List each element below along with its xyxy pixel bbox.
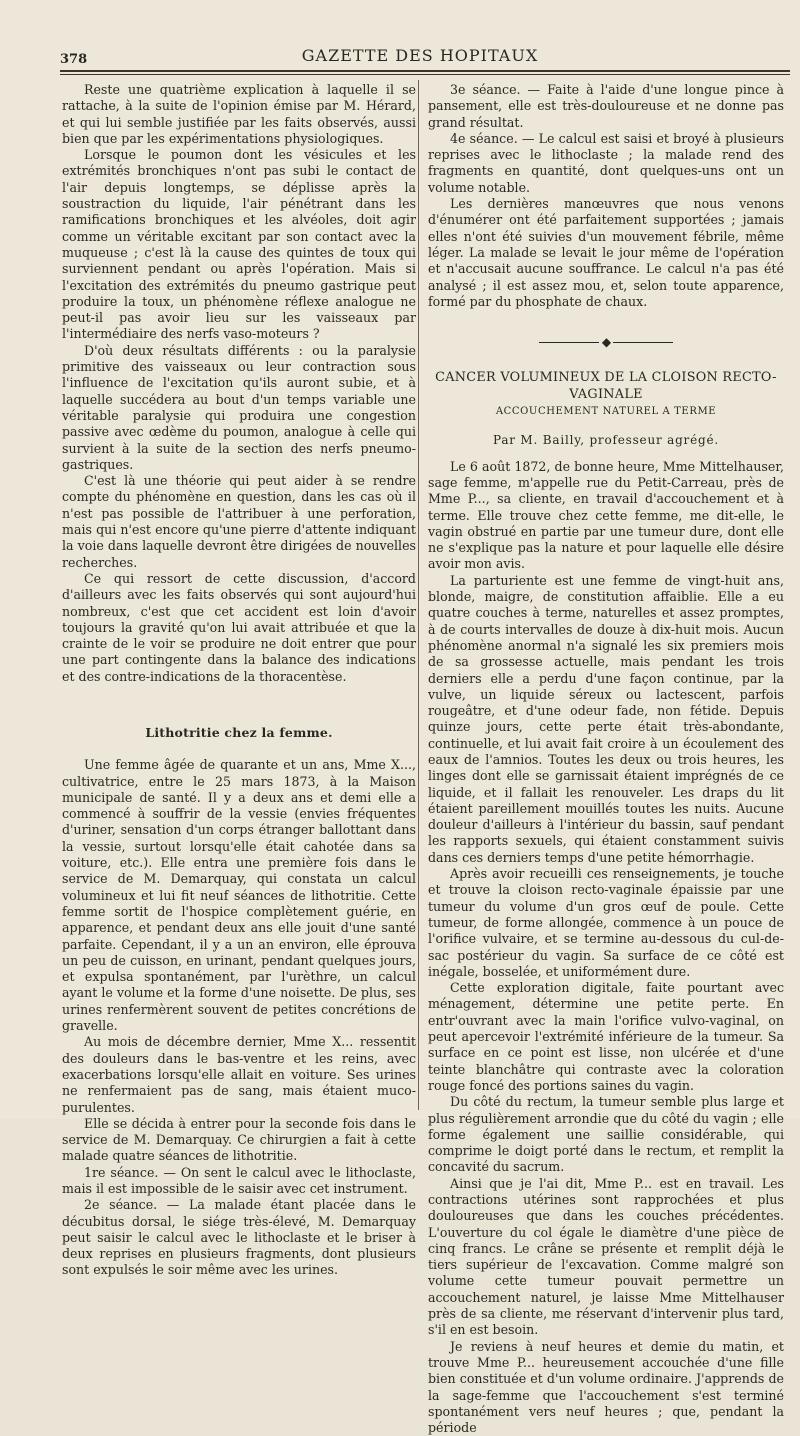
column-divider <box>418 80 419 1110</box>
article-title: CANCER VOLUMINEUX DE LA CLOISON RECTO-VAGINALE <box>435 370 777 402</box>
paragraph: Je reviens à neuf heures et demie du matin, et trouve Mme P... heureusement accouchée d'une fille bien constituée et d'un volume ordinaire. J'apprends de la sage-femme que l'accouchement s'est terminé spontanément vers neuf heures ; que, pendant la période <box>428 1338 784 1436</box>
section-title: Lithotritie chez la femme. <box>145 724 333 740</box>
page-number: 378 <box>60 52 88 67</box>
paragraph: Lorsque le poumon dont les vésicules et les extrémités bronchiques n'ont pas subi le contact de l'air depuis longtemps, se déplisse après la soustraction du liquide, l'air pénétrant dans les ramifications bronchiques et les alvéoles, doit agir comme un véritable excitant par son contact avec la muqueuse ; c'est là la cause des quintes de toux qui surviennent pendant ou après l'opération. Mais si l'excitation des extrémités du pneumo gastrique peut produire la toux, un phénomène réflexe analogue ne peut-il pas avoir lieu sur les vaisseaux par l'intermédiaire des nerfs vaso-moteurs ? <box>62 147 416 342</box>
paragraph: C'est là une théorie qui peut aider à se rendre compte du phénomène en question, dans les cas où il n'est pas possible de l'attribuer à une perforation, mais qui n'est encore qu'une pierre d'attente indiquant la voie dans laquelle devront être dirigées de nouvelles recherches. <box>62 473 416 570</box>
running-title: GAZETTE DES HOPITAUX <box>301 46 539 65</box>
paragraph: Cette exploration digitale, faite pourtant avec ménagement, détermine une petite perte. En entr'ouvrant avec la main l'orifice vulvo-vaginal, on peut apercevoir l'extrémité inférieure de la tumeur. Sa surface en ce point est lisse, non ulcérée et d'une teinte blanchâtre qui contraste avec la coloration rouge foncé des portions saines du vagin. <box>428 980 784 1093</box>
ornament-divider: ◆ <box>428 334 784 350</box>
paragraph: Reste une quatrième explication à laquelle il se rattache, à la suite de l'opinion émise par M. Hérard, et qui lui semble justifiée par les faits observés, aussi bien que par les expérimentations physiologiques. <box>62 82 416 146</box>
paragraph: 4e séance. — Le calcul est saisi et broyé à plusieurs reprises avec le lithoclaste ; la malade rend des fragments en quantité, dont quelques-uns ont un volume notable. <box>428 130 784 195</box>
paragraph: Ce qui ressort de cette discussion, d'accord d'ailleurs avec les faits observés qui sont aujourd'hui nombreux, c'est que cet accident est loin d'avoir toujours la gravité qu'on lui avait attribuée et que la crainte de le voir se produire ne doit entrer que pour une part contingente dans la balance des indications et des contre-indications de la thoracentèse. <box>62 570 416 684</box>
paragraph: D'où deux résultats différents : ou la paralysie primitive des vaisseaux ou leur contraction sous l'influence de l'excitation qu'ils auront subie, et à laquelle succédera au bout d'un temps variable une véritable paralysie qui produira une congestion passive avec œdème du poumon, analogue à celle qui survient à la suite de la section des nerfs pneumo-gastriques. <box>62 342 416 472</box>
paragraph: Après avoir recueilli ces renseignements, je touche et trouve la cloison recto-vaginale épaissie par une tumeur du volume d'un gros œuf de poule. Cette tumeur, de forme allongée, commence à un pouce de l'orifice vulvaire, et se termine au-dessous du cul-de-sac postérieur du vagin. Sa surface de ce côté est inégale, bosselée, et uniformément dure. <box>428 866 784 979</box>
left-column <box>62 82 416 1279</box>
paragraph: 2e séance. — La malade étant placée dans le décubitus dorsal, le siége très-élevé, M. Demarquay peut saisir le calcul avec le lithoclaste et le briser à deux reprises en plusieurs fragments, dont plusieurs sont expulsés le soir même avec les urines. <box>62 1197 416 1278</box>
paragraph: Elle se décida à entrer pour la seconde fois dans le service de M. Demarquay. Ce chirurgien a fait à cette malade quatre séances de lithotritie. <box>62 1115 416 1164</box>
paragraph: 3e séance. — Faite à l'aide d'une longue pince à pansement, elle est très-douloureuse et ne donne pas grand résultat. <box>428 82 784 130</box>
header-rule-thin <box>60 74 790 75</box>
article-subtitle: ACCOUCHEMENT NATUREL A TERME <box>495 406 717 418</box>
paragraph: 1re séance. — On sent le calcul avec le lithoclaste, mais il est impossible de le saisir avec cet instrument. <box>62 1164 416 1196</box>
paragraph: Une femme âgée de quarante et un ans, Mme X..., cultivatrice, entre le 25 mars 1873, à la Maison municipale de santé. Il y a deux ans et demi elle a commencé à souffrir de la vessie (envies fréquentes d'uriner, sensation d'un corps étranger ballottant dans la vessie, surtout lorsqu'elle était cahotée dans sa voiture, etc.). Elle entra une première fois dans le service de M. Demarquay, qui constata un calcul volumineux et lui fit neuf séances de lithotritie. Cette femme sortit de l'hospice complètement guérie, en apparence, et pendant deux ans elle jouit d'une santé parfaite. Cependant, il y a un an environ, elle éprouva un peu de cuisson, en urinant, pendant quelques jours, et expulsa spontanément, par l'urèthre, un calcul ayant le volume et la forme d'une noisette. De plus, ses urines renfermèrent souvent de petites concrétions de gravelle. <box>62 757 416 1034</box>
paragraph: Les dernières manœuvres que nous venons d'énumérer ont été parfaitement supportées ; jamais elles n'ont été suivies d'un mouvement fébrile, même léger. La malade se levait le jour même de l'opération et n'accusait aucune souffrance. Le calcul n'a pas été analysé ; il est assez mou, et, selon toute apparence, formé par du phosphate de chaux. <box>428 196 784 309</box>
article-author: Par M. Bailly, professeur agrégé. <box>492 433 719 448</box>
right-column <box>428 82 784 1436</box>
paragraph: Au mois de décembre dernier, Mme X... ressentit des douleurs dans le bas-ventre et les reins, avec exacerbations lorsqu'elle allait en voiture. Ses urines ne renfermaient pas de sang, mais étaient muco-purulentes. <box>62 1034 416 1115</box>
paragraph: Ainsi que je l'ai dit, Mme P... est en travail. Les contractions utérines sont rapprochées et plus douloureuses que dans les couches précédentes. L'ouverture du col égale le diamètre d'une pièce de cinq francs. Le crâne se présente et remplit déjà le tiers supérieur de l'excavation. Comme malgré son volume cette tumeur pouvait permettre un accouchement naturel, je laisse Mme Mittelhauser près de sa cliente, me réservant d'intervenir plus tard, s'il en est besoin. <box>428 1175 784 1338</box>
page-header <box>60 44 780 68</box>
header-rule <box>60 70 790 72</box>
paragraph: Du côté du rectum, la tumeur semble plus large et plus régulièrement arrondie que du côté du vagin ; elle forme également une saillie considérable, qui comprime le doigt porté dans le rectum, et remplit la concavité du sacrum. <box>428 1094 784 1175</box>
paragraph: La parturiente est une femme de vingt-huit ans, blonde, maigre, de constitution affaiblie. Elle a eu quatre couches à terme, naturelles et assez promptes, à de courts intervalles de douze à dix-huit mois. Aucun phénomène anormal n'a signalé les six premiers mois de sa grossesse actuelle, mais pendant les trois derniers elle a perdu d'une façon continue, par la vulve, un liquide séreux ou lactescent, parfois rougeâtre, et d'une odeur fade, non fétide. Depuis quinze jours, cette perte était très-abondante, continuelle, et lui avait fait croire à un écoulement des eaux de l'amnios. Toutes les deux ou trois heures, les linges dont elle se garnissait étaient imprégnés de ce liquide, et il fallait les renouveler. Les draps du lit étaient pareillement mouillés toutes les nuits. Aucune douleur d'ailleurs à l'intérieur du bassin, sauf pendant les rapports sexuels, qui étaient constamment suivis dans ces derniers temps d'une petite hémorrhagie. <box>428 572 784 865</box>
paragraph: Le 6 août 1872, de bonne heure, Mme Mittelhauser, sage femme, m'appelle rue du Petit-Carreau, près de Mme P..., sa cliente, en travail d'accouchement et à terme. Elle trouve chez cette femme, me dit-elle, le vagin obstrué en partie par une tumeur dure, dont elle ne s'explique pas la nature et pour laquelle elle désire avoir mon avis. <box>428 458 784 572</box>
